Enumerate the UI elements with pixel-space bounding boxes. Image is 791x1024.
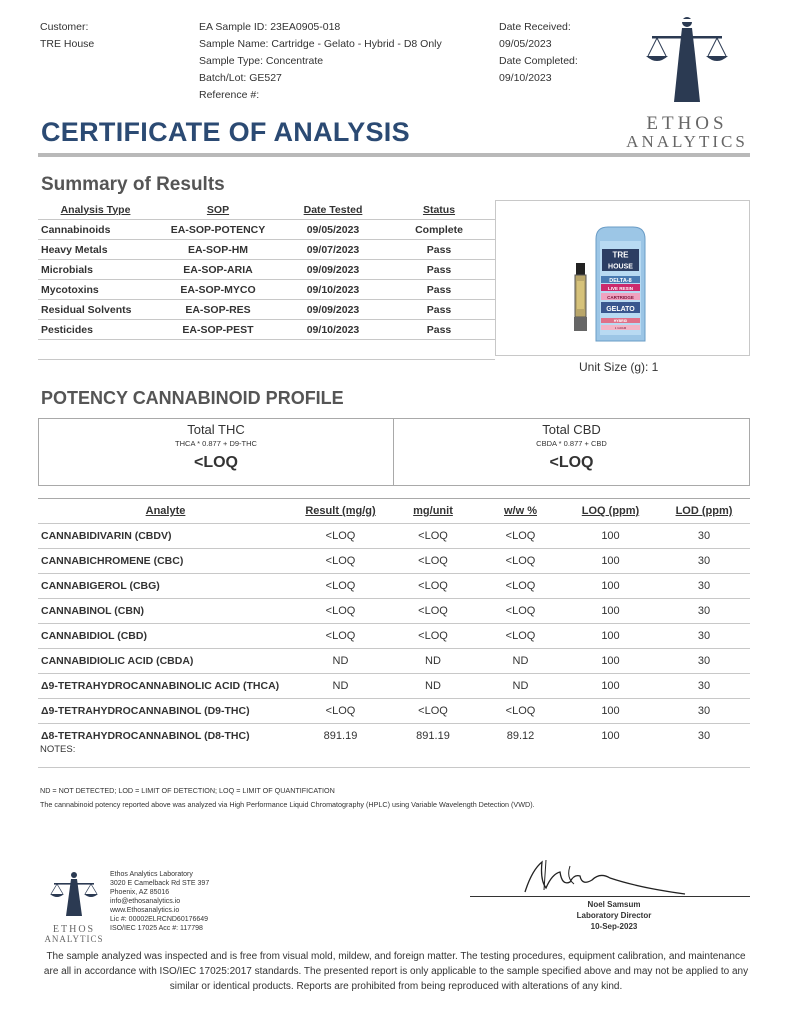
analyte-header: Analyte bbox=[38, 499, 293, 524]
result: <LOQ bbox=[293, 624, 388, 649]
logo-line2: ANALYTICS bbox=[626, 132, 748, 151]
pack-resin: LIVE RESIN bbox=[607, 286, 634, 291]
notes-label: NOTES: bbox=[40, 744, 76, 755]
mg-unit: 891.19 bbox=[388, 724, 478, 749]
table-row bbox=[38, 320, 495, 340]
lod: 30 bbox=[658, 599, 750, 624]
date-completed-label: Date Completed: bbox=[499, 55, 578, 67]
table-row bbox=[38, 674, 750, 699]
signatory bbox=[534, 899, 694, 932]
summary-header: Status bbox=[422, 203, 456, 216]
analysis-type: Pesticides bbox=[38, 320, 153, 340]
dates-block bbox=[499, 19, 578, 87]
status: Complete bbox=[383, 220, 495, 240]
signatory-role: Laboratory Director bbox=[576, 911, 652, 920]
analyte-header-row bbox=[38, 499, 750, 524]
reference: Reference #: bbox=[199, 89, 260, 101]
summary-title: Summary of Results bbox=[41, 174, 225, 195]
lab-city: Phoenix, AZ 85016 bbox=[110, 889, 170, 896]
total-cbd bbox=[394, 419, 749, 485]
analyte-name: CANNABICHROMENE (CBC) bbox=[38, 549, 293, 574]
lab-license: Lic #: 00002ELRCND60176649 bbox=[110, 916, 209, 923]
disclaimer: The sample analyzed was inspected and is free from visual mold, mildew, and foreign matter. The testing procedures, equipment calibration, and maintenance are all in accordance with ISO/IEC 17025:2017 standards. The presented report is only applicable to the sample specified above and may not be applied to any similar or identical products. Reports are prohibited from being reproduced with alterations of any kind. bbox=[43, 951, 749, 992]
scales-of-justice-icon bbox=[38, 870, 110, 918]
mg-unit: ND bbox=[388, 674, 478, 699]
date-tested: 09/10/2023 bbox=[283, 320, 383, 340]
result: <LOQ bbox=[293, 524, 388, 549]
analyte-header: w/w % bbox=[478, 499, 563, 524]
date-received: 09/05/2023 bbox=[499, 38, 552, 50]
total-cbd-value: <LOQ bbox=[549, 454, 594, 471]
ww-percent: 89.12 bbox=[478, 724, 563, 749]
table-row bbox=[38, 524, 750, 549]
total-thc-label: Total THC bbox=[187, 422, 245, 437]
date-completed: 09/10/2023 bbox=[499, 72, 552, 84]
total-thc-value: <LOQ bbox=[193, 454, 238, 471]
date-tested: 09/10/2023 bbox=[283, 280, 383, 300]
total-thc bbox=[39, 419, 394, 485]
summary-header-row bbox=[38, 200, 495, 220]
method-note: The cannabinoid potency reported above was analyzed via High Performance Liquid Chromatography (HPLC) using Variable Wavelength Detection (VWD). bbox=[40, 800, 535, 809]
table-row bbox=[38, 699, 750, 724]
ww-percent: <LOQ bbox=[478, 599, 563, 624]
result: 891.19 bbox=[293, 724, 388, 749]
status: Pass bbox=[383, 300, 495, 320]
signature-line bbox=[470, 896, 750, 897]
potency-title: POTENCY CANNABINOID PROFILE bbox=[41, 388, 344, 408]
lab-name: Ethos Analytics Laboratory bbox=[110, 871, 193, 878]
lod: 30 bbox=[658, 724, 750, 749]
result: ND bbox=[293, 649, 388, 674]
date-tested: 09/07/2023 bbox=[283, 240, 383, 260]
status: Pass bbox=[383, 260, 495, 280]
pack-type: CARTRIDGE bbox=[607, 295, 634, 300]
sop: EA-SOP-RES bbox=[153, 300, 283, 320]
potency-totals bbox=[38, 418, 750, 486]
ww-percent: ND bbox=[478, 674, 563, 699]
sample-type: Sample Type: Concentrate bbox=[199, 55, 324, 67]
unit-size: Unit Size (g): 1 bbox=[579, 360, 659, 374]
ww-percent: <LOQ bbox=[478, 574, 563, 599]
analyte-header: mg/unit bbox=[388, 499, 478, 524]
pack-strain: HYBRID bbox=[613, 319, 628, 323]
table-row bbox=[38, 574, 750, 599]
abbreviation-legend: ND = NOT DETECTED; LOD = LIMIT OF DETECTION; LOQ = LIMIT OF QUANTIFICATION bbox=[40, 786, 335, 795]
table-row bbox=[38, 599, 750, 624]
ethos-logo bbox=[622, 14, 752, 149]
pack-size: 1 GRAM bbox=[614, 326, 627, 330]
analyte-name: CANNABIGEROL (CBG) bbox=[38, 574, 293, 599]
lod: 30 bbox=[658, 699, 750, 724]
result: <LOQ bbox=[293, 549, 388, 574]
pack-delta: DELTA-8 bbox=[609, 278, 632, 284]
footer-logo bbox=[38, 870, 110, 944]
title-divider bbox=[38, 153, 750, 157]
table-row bbox=[38, 649, 750, 674]
mg-unit: <LOQ bbox=[388, 574, 478, 599]
table-row bbox=[38, 300, 495, 320]
lod: 30 bbox=[658, 674, 750, 699]
logo-line1: ETHOS bbox=[646, 113, 728, 134]
lod: 30 bbox=[658, 624, 750, 649]
pack-brand-1: TRE bbox=[612, 250, 629, 260]
page-title: CERTIFICATE OF ANALYSIS bbox=[41, 117, 410, 147]
footer-logo-line1: ETHOS bbox=[52, 924, 96, 935]
loq: 100 bbox=[563, 599, 658, 624]
ww-percent: ND bbox=[478, 649, 563, 674]
table-row bbox=[38, 240, 495, 260]
table-row bbox=[38, 220, 495, 240]
mg-unit: ND bbox=[388, 649, 478, 674]
table-row bbox=[38, 624, 750, 649]
sop: EA-SOP-MYCO bbox=[153, 280, 283, 300]
analyte-name: Δ9-TETRAHYDROCANNABINOLIC ACID (THCA) bbox=[38, 674, 293, 699]
lod: 30 bbox=[658, 524, 750, 549]
mg-unit: <LOQ bbox=[388, 549, 478, 574]
table-row bbox=[38, 549, 750, 574]
analysis-type: Mycotoxins bbox=[38, 280, 153, 300]
notes-divider bbox=[38, 767, 750, 768]
customer-name: TRE House bbox=[40, 38, 95, 50]
status: Pass bbox=[383, 320, 495, 340]
result: <LOQ bbox=[293, 599, 388, 624]
product-photo bbox=[496, 201, 749, 355]
loq: 100 bbox=[563, 624, 658, 649]
sop: EA-SOP-HM bbox=[153, 240, 283, 260]
lod: 30 bbox=[658, 649, 750, 674]
analyte-name: CANNABIDIVARIN (CBDV) bbox=[38, 524, 293, 549]
sop: EA-SOP-POTENCY bbox=[153, 220, 283, 240]
analyte-name: CANNABIDIOL (CBD) bbox=[38, 624, 293, 649]
result: ND bbox=[293, 674, 388, 699]
signature-date: 10-Sep-2023 bbox=[590, 922, 638, 931]
result: <LOQ bbox=[293, 574, 388, 599]
loq: 100 bbox=[563, 649, 658, 674]
table-row bbox=[38, 280, 495, 300]
ww-percent: <LOQ bbox=[478, 524, 563, 549]
summary-header: Analysis Type bbox=[60, 203, 131, 216]
date-tested: 09/09/2023 bbox=[283, 260, 383, 280]
mg-unit: <LOQ bbox=[388, 599, 478, 624]
analysis-type: Cannabinoids bbox=[38, 220, 153, 240]
analysis-type: Microbials bbox=[38, 260, 153, 280]
analyte-name: CANNABINOL (CBN) bbox=[38, 599, 293, 624]
analyte-header: Result (mg/g) bbox=[293, 499, 388, 524]
status: Pass bbox=[383, 240, 495, 260]
lod: 30 bbox=[658, 549, 750, 574]
table-row bbox=[38, 260, 495, 280]
lab-address bbox=[110, 870, 209, 933]
status: Pass bbox=[383, 280, 495, 300]
analyte-table bbox=[38, 498, 750, 748]
analysis-type: Heavy Metals bbox=[38, 240, 153, 260]
lab-street: 3020 E Camelback Rd STE 397 bbox=[110, 880, 210, 887]
loq: 100 bbox=[563, 699, 658, 724]
batch-lot: Batch/Lot: GE527 bbox=[199, 72, 282, 84]
footer-logo-line2: ANALYTICS bbox=[44, 934, 104, 944]
analyte-name: CANNABIDIOLIC ACID (CBDA) bbox=[38, 649, 293, 674]
analyte-header: LOQ (ppm) bbox=[563, 499, 658, 524]
date-tested: 09/05/2023 bbox=[283, 220, 383, 240]
sample-name: Sample Name: Cartridge - Gelato - Hybrid - D8 Only bbox=[199, 38, 442, 50]
pack-brand-2: HOUSE bbox=[608, 263, 633, 271]
signatory-name: Noel Samsum bbox=[587, 900, 641, 909]
lab-email: info@ethosanalytics.io bbox=[110, 898, 181, 905]
summary-header: SOP bbox=[206, 203, 230, 216]
analyte-header: LOD (ppm) bbox=[658, 499, 750, 524]
table-row bbox=[38, 724, 750, 749]
sample-id: EA Sample ID: 23EA0905-018 bbox=[199, 21, 341, 33]
date-tested: 09/09/2023 bbox=[283, 300, 383, 320]
loq: 100 bbox=[563, 524, 658, 549]
analyte-name: Δ8-TETRAHYDROCANNABINOL (D8-THC) bbox=[38, 724, 293, 749]
sop: EA-SOP-PEST bbox=[153, 320, 283, 340]
customer-label: Customer: bbox=[40, 21, 89, 33]
summary-header: Date Tested bbox=[303, 203, 363, 216]
ww-percent: <LOQ bbox=[478, 549, 563, 574]
loq: 100 bbox=[563, 724, 658, 749]
ww-percent: <LOQ bbox=[478, 624, 563, 649]
lab-iso: ISO/IEC 17025 Acc #: 117798 bbox=[110, 925, 203, 932]
sop: EA-SOP-ARIA bbox=[153, 260, 283, 280]
mg-unit: <LOQ bbox=[388, 699, 478, 724]
pack-flavor: GELATO bbox=[606, 306, 635, 313]
loq: 100 bbox=[563, 549, 658, 574]
customer-block bbox=[40, 19, 94, 53]
loq: 100 bbox=[563, 574, 658, 599]
result: <LOQ bbox=[293, 699, 388, 724]
ww-percent: <LOQ bbox=[478, 699, 563, 724]
signature bbox=[470, 852, 730, 900]
sample-block bbox=[199, 19, 442, 104]
scales-of-justice-icon bbox=[622, 14, 752, 106]
total-cbd-formula: CBDA * 0.877 + CBD bbox=[536, 439, 607, 448]
table-row bbox=[38, 340, 495, 360]
lod: 30 bbox=[658, 574, 750, 599]
summary-table bbox=[38, 200, 495, 360]
product-image bbox=[495, 200, 750, 356]
analysis-type: Residual Solvents bbox=[38, 300, 153, 320]
analyte-name: Δ9-TETRAHYDROCANNABINOL (D9-THC) bbox=[38, 699, 293, 724]
lab-website: www.Ethosanalytics.io bbox=[110, 907, 180, 914]
total-cbd-label: Total CBD bbox=[542, 422, 601, 437]
date-received-label: Date Received: bbox=[499, 21, 571, 33]
total-thc-formula: THCA * 0.877 + D9-THC bbox=[175, 439, 257, 448]
mg-unit: <LOQ bbox=[388, 524, 478, 549]
loq: 100 bbox=[563, 674, 658, 699]
mg-unit: <LOQ bbox=[388, 624, 478, 649]
